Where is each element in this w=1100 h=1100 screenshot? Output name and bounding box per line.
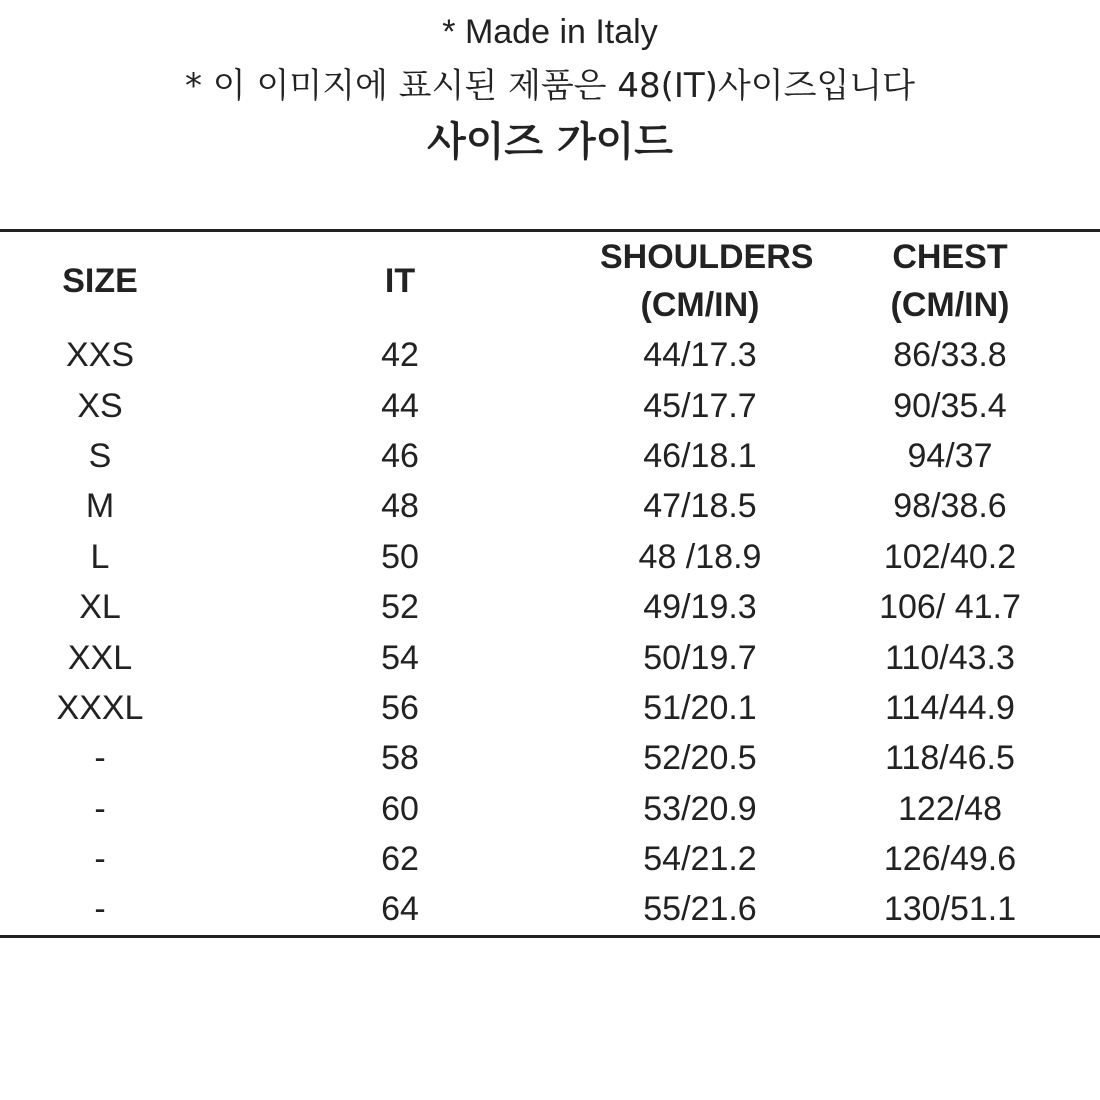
cell-size: XL	[79, 588, 121, 627]
cell-it: 48	[381, 487, 419, 526]
cell-chest: 86/33.8	[893, 336, 1007, 375]
cell-size: XXXL	[56, 688, 144, 727]
cell-shoulders: 52/20.5	[643, 739, 757, 778]
cell-shoulders: 53/20.9	[643, 789, 757, 828]
table-row	[0, 431, 1100, 481]
table-row	[0, 683, 1100, 733]
cell-size: -	[94, 739, 106, 778]
cell-it: 60	[381, 789, 419, 828]
header-shoulders-unit: (CM/IN)	[640, 286, 760, 324]
cell-size: XXS	[65, 336, 135, 375]
cell-size: S	[88, 436, 112, 475]
table-row	[0, 834, 1100, 884]
table-header-row	[0, 232, 1100, 330]
cell-it: 54	[381, 638, 419, 677]
cell-it: 62	[381, 840, 419, 879]
cell-shoulders: 49/19.3	[643, 588, 757, 627]
model-size-note: * 이 이미지에 표시된 제품은 48(IT)사이즈입니다	[185, 66, 915, 106]
cell-chest: 102/40.2	[883, 537, 1017, 576]
header-size: SIZE	[62, 262, 138, 300]
cell-size: M	[85, 487, 115, 526]
header-chest-unit: (CM/IN)	[890, 286, 1010, 324]
cell-shoulders: 54/21.2	[643, 840, 757, 879]
cell-it: 58	[381, 739, 419, 778]
cell-it: 46	[381, 436, 419, 475]
cell-shoulders: 51/20.1	[643, 688, 757, 727]
table-row	[0, 582, 1100, 632]
header-shoulders-label: SHOULDERS	[600, 238, 814, 276]
cell-chest: 98/38.6	[893, 487, 1007, 526]
cell-it: 64	[381, 890, 419, 929]
cell-shoulders: 48 /18.9	[638, 537, 762, 576]
made-in-note: * Made in Italy	[442, 13, 658, 51]
cell-chest: 114/44.9	[885, 688, 1015, 727]
cell-chest: 126/49.6	[883, 840, 1017, 879]
cell-shoulders: 47/18.5	[643, 487, 757, 526]
cell-size: -	[94, 890, 106, 929]
table-row	[0, 784, 1100, 834]
table-bottom-rule	[0, 935, 1100, 938]
cell-it: 56	[381, 688, 419, 727]
page-title: 사이즈 가이드	[427, 119, 673, 165]
size-table	[0, 232, 1100, 935]
header-chest-label: CHEST	[892, 238, 1008, 276]
cell-chest: 130/51.1	[883, 890, 1017, 929]
table-row	[0, 884, 1100, 934]
cell-size: L	[90, 537, 110, 576]
cell-chest: 106/ 41.7	[879, 588, 1021, 627]
table-row	[0, 380, 1100, 430]
cell-shoulders: 55/21.6	[643, 890, 757, 929]
header-it: IT	[384, 262, 416, 300]
cell-shoulders: 45/17.7	[643, 386, 757, 425]
cell-chest: 110/43.3	[885, 638, 1015, 677]
cell-size: XS	[77, 386, 123, 425]
table-row	[0, 481, 1100, 531]
table-row	[0, 330, 1100, 380]
cell-shoulders: 44/17.3	[643, 336, 757, 375]
header-chest	[800, 232, 1100, 330]
table-row	[0, 532, 1100, 582]
table-row	[0, 632, 1100, 682]
cell-chest: 94/37	[907, 436, 993, 475]
cell-shoulders: 46/18.1	[643, 436, 757, 475]
cell-shoulders: 50/19.7	[643, 638, 757, 677]
cell-size: -	[94, 840, 106, 879]
cell-it: 44	[381, 386, 419, 425]
cell-chest: 90/35.4	[893, 386, 1007, 425]
cell-size: XXL	[67, 638, 133, 677]
cell-chest: 122/48	[898, 789, 1002, 828]
cell-it: 52	[381, 588, 419, 627]
table-row	[0, 733, 1100, 783]
cell-it: 42	[381, 336, 419, 375]
cell-chest: 118/46.5	[885, 739, 1015, 778]
cell-size: -	[94, 789, 106, 828]
header-shoulders	[600, 232, 814, 330]
cell-it: 50	[381, 537, 419, 576]
